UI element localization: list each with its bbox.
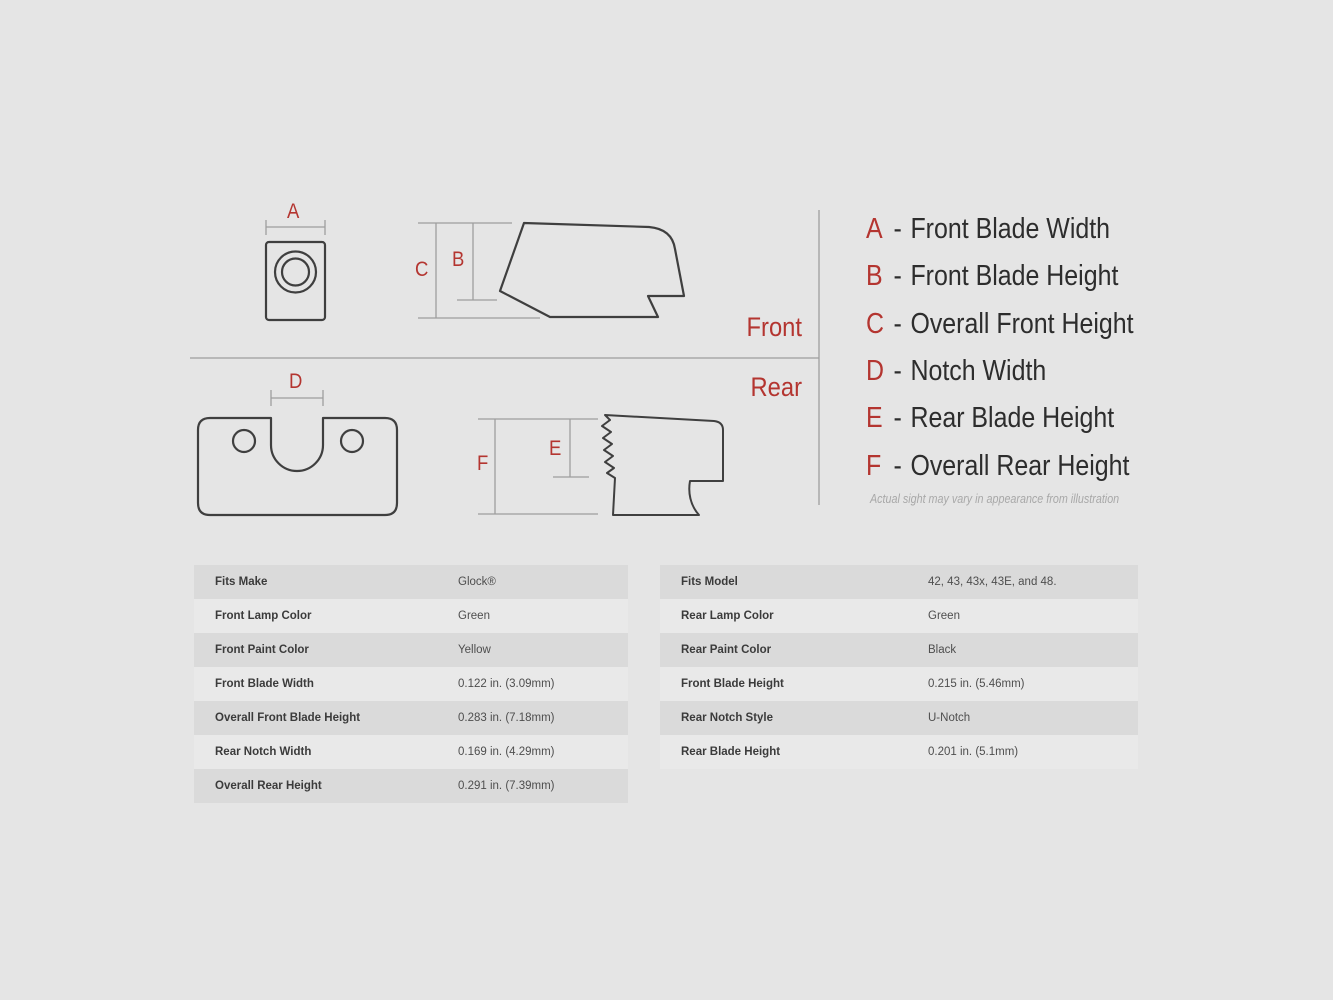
disclaimer-note: Actual sight may vary in appearance from illustration <box>870 492 1120 506</box>
spec-label: Rear Paint Color <box>681 644 772 656</box>
spec-label: Front Paint Color <box>215 644 309 656</box>
legend-label: Overall Rear Height <box>910 449 1130 482</box>
legend-letter: A <box>866 213 883 246</box>
table-row <box>194 701 628 735</box>
dim-letter-b: B <box>452 248 465 271</box>
table-row <box>660 735 1138 769</box>
legend-label: Notch Width <box>910 355 1047 388</box>
table-row <box>194 633 628 667</box>
spec-label: Rear Notch Width <box>215 746 312 758</box>
legend-letter: F <box>866 449 882 482</box>
front-sight-face-drawing <box>266 242 325 320</box>
legend-separator: - <box>893 402 902 435</box>
legend-separator: - <box>893 260 902 293</box>
table-row <box>660 701 1138 735</box>
spec-label: Front Blade Height <box>681 678 784 690</box>
rear-sight-face-drawing <box>198 418 397 515</box>
dim-letter-f: F <box>477 452 489 475</box>
table-row <box>660 599 1138 633</box>
spec-value: Black <box>928 644 957 656</box>
legend-separator: - <box>893 307 902 340</box>
dim-letter-a: A <box>287 200 300 223</box>
spec-value: Green <box>458 610 490 622</box>
spec-value: 0.283 in. (7.18mm) <box>458 712 555 724</box>
spec-value: 0.169 in. (4.29mm) <box>458 746 555 758</box>
table-row <box>660 633 1138 667</box>
legend-label: Front Blade Width <box>910 213 1111 246</box>
legend-letter: D <box>866 355 885 388</box>
spec-value: Glock® <box>458 576 496 588</box>
spec-label: Rear Notch Style <box>681 712 774 724</box>
table-row <box>194 565 628 599</box>
dimension-legend <box>866 206 1177 490</box>
legend-item-f <box>866 442 1134 489</box>
spec-label: Rear Lamp Color <box>681 610 774 622</box>
legend-item-b <box>866 253 1134 300</box>
legend-item-d <box>866 348 1134 395</box>
spec-value: 0.291 in. (7.39mm) <box>458 780 555 792</box>
table-row <box>194 667 628 701</box>
front-section-label: Front <box>746 312 802 342</box>
dimension-lines <box>266 220 598 514</box>
spec-value: Green <box>928 610 960 622</box>
legend-letter: E <box>866 402 883 435</box>
spec-label: Fits Model <box>681 576 738 588</box>
spec-label: Overall Front Blade Height <box>215 712 361 724</box>
spec-table-left <box>194 565 628 803</box>
legend-separator: - <box>893 449 902 482</box>
dim-letter-c: C <box>415 258 429 281</box>
rear-sight-profile-drawing <box>602 415 723 515</box>
spec-label: Fits Make <box>215 576 268 588</box>
legend-item-e <box>866 395 1134 442</box>
spec-label: Front Blade Width <box>215 678 314 690</box>
spec-value: 0.215 in. (5.46mm) <box>928 678 1025 690</box>
spec-label: Front Lamp Color <box>215 610 312 622</box>
table-row <box>194 599 628 633</box>
table-row <box>194 735 628 769</box>
spec-table-right <box>660 565 1138 769</box>
spec-value: 0.201 in. (5.1mm) <box>928 746 1019 758</box>
table-row <box>194 769 628 803</box>
spec-label: Overall Rear Height <box>215 780 322 792</box>
table-row <box>660 667 1138 701</box>
legend-item-a <box>866 206 1134 253</box>
dim-letter-e: E <box>549 437 562 460</box>
legend-separator: - <box>893 355 902 388</box>
spec-value: 42, 43, 43x, 43E, and 48. <box>928 576 1057 588</box>
legend-letter: C <box>866 307 885 340</box>
legend-label: Front Blade Height <box>910 260 1119 293</box>
spec-value: 0.122 in. (3.09mm) <box>458 678 555 690</box>
spec-value: U-Notch <box>928 712 971 724</box>
legend-label: Overall Front Height <box>910 307 1134 340</box>
front-sight-profile-drawing <box>500 223 684 317</box>
rear-section-label: Rear <box>750 372 802 402</box>
dim-letter-d: D <box>289 370 303 393</box>
spec-label: Rear Blade Height <box>681 746 781 758</box>
legend-item-c <box>866 301 1134 348</box>
legend-letter: B <box>866 260 883 293</box>
legend-separator: - <box>893 213 902 246</box>
table-row <box>660 565 1138 599</box>
spec-value: Yellow <box>458 644 491 656</box>
legend-label: Rear Blade Height <box>910 402 1115 435</box>
